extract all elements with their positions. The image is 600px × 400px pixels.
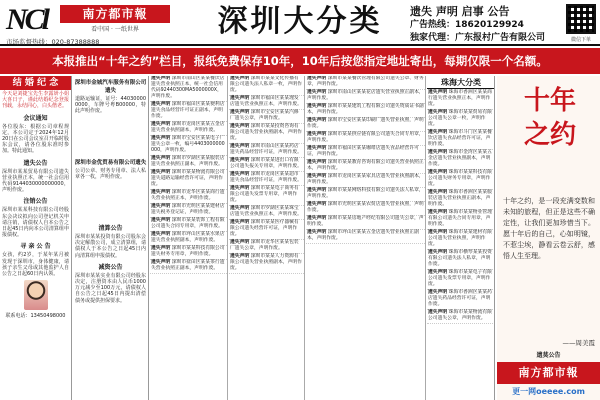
classified-ad-text: 深圳市宝安区某某电子厂遗失公章一枚，编号4403000000000，声明作废。 [151,136,225,153]
notice-title: 遗失公告 [23,159,48,167]
classified-ad-text: 珠海市某某物流有限公司遗失公章，声明作废。 [428,310,492,321]
classified-ad-label: 遗失声明 [307,104,327,109]
classified-ad-item [427,150,495,170]
classified-ad-text: 深圳市某某文化传播有限公司遗失法人私章一枚，声明作废。 [230,76,302,93]
child-photo [24,280,48,310]
exclusive-agent: 独家代理：广东报村广告有限公司 [410,33,546,43]
notice-title: 清算公告 [98,225,123,233]
classified-ad-label: 遗失声明 [307,90,327,95]
classified-ad-item [229,240,304,254]
classified-ad-text: 珠海市香洲区某某药店遗失药品经营许可证，声明作废。 [428,290,492,307]
classified-ad-item [427,190,495,210]
classified-ad-item [150,76,227,102]
classified-ad-item [229,144,304,158]
classified-ad-text: 珠海市某某电子有限公司遗失发票专用章，声明作废。 [428,270,492,287]
classified-ad-label: 遗失声明 [230,76,250,81]
classified-ad-label: 遗失声明 [428,170,448,175]
classified-ad-label: 遗失声明 [428,90,448,95]
classified-ad-text: 珠海市横琴某某投资有限公司遗失法人私章，声明作废。 [428,250,492,267]
classified-ad-item [150,218,227,232]
classified-ad-text: 珠海市某某建材有限公司遗失营业执照，声明作废。 [428,230,492,247]
classified-ad-label: 遗失声明 [428,130,448,135]
classified-column-b [229,76,305,400]
ten-year-title [505,84,595,152]
classified-ad-item [229,206,304,220]
notice-title: 深圳市金优贸易有限公司遗失 [74,159,147,166]
classified-ad-item [306,188,425,202]
classified-ad-text: 深圳市某某物流有限公司遗失道路运输经营许可证，声明作废。 [151,170,225,187]
classified-ad-item [229,220,304,240]
classified-ad-label: 遗失声明 [307,216,327,221]
classified-ad-label: 遗失声明 [230,110,250,115]
classified-ad-text: 深圳市宝安区某某印刷厂遗失营业执照，声明作废。 [307,118,424,129]
classified-ad-label: 遗失声明 [428,230,448,235]
wedding-section-head: 结 婚 纪 念 [0,76,71,90]
classified-ad-item [229,124,304,144]
classified-ad-item [229,158,304,172]
classified-ad-text: 深圳市龙华区某某包装厂遗失公章，声明作废。 [230,240,299,251]
classified-ad-text: 深圳市福田区某某理发店遗失营业执照正本，声明作废。 [230,96,302,107]
classified-ad-label: 遗失声明 [151,170,171,175]
ad-hotline: 广告热线：18620129924 [410,20,524,30]
classified-ad-item [306,202,425,216]
classified-ad-text: 深圳市某某建筑工程有限公司遗失资质证书副本，声明作废。 [307,104,424,115]
classified-ad-text: 深圳市宝安区某某汽修厂遗失公章，声明作废。 [230,110,299,121]
classified-ad-label: 遗失声明 [428,290,448,295]
classified-ad-item [306,174,425,188]
classified-ad-text: 深圳市南山区某某药店遗失药品经营许可证，声明作废。 [230,144,302,155]
classified-ad-text: 深圳市福田区某某便利店遗失食品经营许可证正副本，声明作废。 [151,102,225,119]
notice-contact: 联系电话：13450498000 [5,313,66,320]
classified-ad-label: 遗失声明 [151,190,171,195]
classified-ad-text: 珠海市斗门区某某餐饮店遗失食品经营许可证，声明作废。 [428,130,492,147]
ten-year-title-line1: 十年 [523,86,576,116]
page-title: 深圳大分类 [217,4,383,39]
qr-caption: 微信下单 [570,37,591,43]
classified-ad-text: 珠海市金湾区某某五金店遗失营业执照副本，声明作废。 [428,150,492,167]
classified-ad-label: 遗失声明 [230,172,250,177]
classified-ad-item [306,104,425,118]
logo-mark-text: NCl [6,3,48,36]
classified-ad-text: 深圳市某某电子商务有限公司遗失发票专用章，声明作废。 [230,186,299,203]
classified-ad-item [306,118,425,132]
supervision-hotline: 市场监督热线：020-87388888 [6,38,100,46]
classified-ad-text: 深圳市某某投资咨询有限公司遗失营业执照副本，声明作废。 [230,124,302,141]
classified-ad-label: 遗失声明 [428,150,448,155]
masthead [0,0,600,46]
classified-ad-label: 遗失声明 [151,204,171,209]
classified-ad-item [427,250,495,270]
newspaper-logo-mark [6,4,56,36]
classified-ad-label: 遗失声明 [151,260,171,265]
ten-year-promise-column [497,76,600,400]
classified-ad-text: 深圳市某某人力资源有限公司遗失营业执照副本，声明作废。 [230,254,302,271]
classified-ad-label: 遗失声明 [230,206,250,211]
classified-ad-item [306,76,425,90]
classified-ad-label: 遗失声明 [151,232,171,237]
classified-ad-item [306,160,425,174]
classified-ad-label: 遗失声明 [230,186,250,191]
classified-ad-item [150,246,227,260]
page-body [0,76,600,400]
classified-ad-label: 遗失声明 [230,124,250,129]
notice-body: 女孩，约2岁，于某年某月被发现于深圳市，身体健康，请孩子亲生父母或其他监护人自公告之日起60日内认领。 [2,252,69,278]
column-label: 遗莫公告 [536,352,561,359]
classified-columns [150,76,495,400]
classified-ad-label: 遗失声明 [151,76,171,81]
classified-ad-item [150,102,227,122]
ten-year-signature: ——周美霞 [562,339,595,347]
qr-code-icon[interactable] [566,4,596,34]
classified-ad-label: 遗失声明 [230,240,250,245]
classified-ad-label: 遗失声明 [307,76,327,81]
classified-ad-text: 深圳市某某供应链有限公司遗失合同专用章，声明作废。 [307,132,424,143]
promo-banner: 本报推出“十年之约”栏目，报纸免费保存10年，10年后按您指定地址寄出，每期仅限一个名额。 [0,48,600,74]
classified-ad-item [150,170,227,190]
classified-ad-text: 深圳市某某教育咨询有限公司遗失营业执照正本，声明作废。 [307,160,424,171]
classified-ad-label: 遗失声明 [307,202,327,207]
zhuhai-column [427,76,495,400]
classified-ad-text: 深圳市福田区某某咖啡店遗失食品经营许可证，声明作废。 [307,146,419,157]
classified-ad-item [229,96,304,110]
classified-ad-text: 深圳市罗湖区某某服装店遗失营业执照正副本，声明作废。 [151,156,225,167]
notice-body: 深圳市某某投资有限公司股东会决定解散公司，成立清算组，请债权人于本公告之日起45日内向清算组申报债权。 [75,234,146,259]
classified-ad-text: 深圳市龙岗区某某五金店遗失营业执照副本，声明作废。 [151,122,225,133]
footer-newspaper-logo: 南方都市報 [497,362,600,384]
notice-body: 道路运输证，证号：440300000000，车牌号粤B00000，特此声明作废。 [75,96,146,115]
classified-ad-label: 遗失声明 [428,250,448,255]
classified-ad-label: 遗失声明 [307,174,327,179]
classified-ad-text: 深圳市某某房地产经纪有限公司遗失公章，声明作废。 [307,216,424,227]
classified-ad-item [427,310,495,324]
classified-ad-item [306,216,425,230]
classified-ad-label: 遗失声明 [428,210,448,215]
classified-ad-item [150,260,227,274]
classified-ad-text: 珠海市某某科技有限公司遗失财务专用章，声明作废。 [428,170,492,187]
classified-ad-text: 珠海市香洲区某某商行遗失营业执照正本，声明作废。 [428,90,492,107]
classified-ad-text: 深圳市坪山区某某五金店遗失营业执照正副本，声明作废。 [307,230,419,241]
classified-ad-label: 遗失声明 [151,122,171,127]
classified-ad-label: 遗失声明 [307,188,327,193]
classified-ad-text: 珠海市香洲区某某服装店遗失营业执照正副本，声明作废。 [428,190,492,207]
classified-ad-text: 深圳市龙华区某某商行遗失营业执照正本，声明作废。 [151,190,225,201]
classified-ad-label: 遗失声明 [230,144,250,149]
classified-ad-label: 遗失声明 [428,270,448,275]
ten-year-text: 十年之约，是一段充满变数和未知的旅程，但正是这些不确定性，让我们更加珍惜当下。愿十年后的自己，心如明镜，不惹尘埃，静看云卷云舒，感悟人生至理。 [503,197,595,260]
ten-year-promise-panel [497,76,600,400]
classified-ad-item [427,110,495,130]
classified-ad-item [427,270,495,290]
classified-ad-label: 遗失声明 [230,220,250,225]
ten-year-title-line2: 之约 [523,120,576,150]
classified-ad-text: 深圳市某某网络科技有限公司遗失法人私章，声明作废。 [307,188,424,199]
classified-ad-label: 遗失声明 [230,254,250,259]
classified-ad-text: 深圳市坪山区某某水果店遗失营业执照副本，声明作废。 [151,232,225,243]
classified-ad-text: 深圳市龙岗区某某超市遗失食品经营许可证，声明作废。 [230,172,302,183]
notice-body: 深圳市某某实业有限公司经股东决定，注册资本由人民币1000万元减少至100万元，请债权人自公告之日起45日内提出清偿债务或提供担保要求。 [75,272,146,304]
notice-body: 深圳市某某科技有限公司经股东会决议拟向公司登记机关申请注销，请债权人自本公告之日起45日内向本公司清算组申报债权。 [2,207,69,239]
classified-ad-item [150,136,227,156]
classified-ad-item [150,190,227,204]
notice-body: 各位股东：根据公司章程规定，本公司定于2024年12月20日在公司会议室召开临时股东会议，请各位股东准时参加。特此通知。 [2,123,69,155]
classified-ad-item [306,90,425,104]
classified-ad-label: 遗失声明 [307,230,327,235]
classified-ad-text: 深圳市罗湖区某某珠宝店遗失营业执照正本，声明作废。 [230,206,302,217]
zhuhai-section-head: 珠海大分类 [427,76,495,89]
classified-ad-text: 珠海市某某贸易有限公司遗失公章一枚，声明作废。 [428,110,492,127]
classified-ad-item [229,254,304,274]
classified-ad-item [229,186,304,206]
classified-ad-item [229,172,304,186]
classified-ad-item [306,146,425,160]
classified-ad-item [427,230,495,250]
classified-ad-text: 深圳市盐田区某某茶行遗失营业执照正副本，声明作废。 [151,260,225,271]
column-wedding [0,76,72,400]
masthead-info [410,4,560,45]
classified-ad-label: 遗失声明 [428,310,448,315]
classified-ad-label: 遗失声明 [230,96,250,101]
classified-ad-label: 遗失声明 [151,136,171,141]
classified-ad-label: 遗失声明 [428,190,448,195]
classified-ad-label: 遗失声明 [428,110,448,115]
classified-ad-label: 遗失声明 [307,146,327,151]
classified-ad-item [150,204,227,218]
classified-ad-item [427,90,495,110]
classified-ad-item [427,290,495,310]
column-company-notices [73,76,149,400]
classified-ad-label: 遗失声明 [307,118,327,123]
notice-body: 公司公章、财务专用章、法人私章各一枚，声明作废。 [75,167,146,180]
wedding-intro: 今天是刘捷宝先生李露妍小姐大喜日子，谨此结婚纪念登报刊载，永结同心，白头偕老。 [2,91,69,110]
logo-slogan: 看中国 · 一纸世界 [91,26,139,33]
classified-ad-text: 深圳市某某科技有限公司遗失财务专用章，声明作废。 [151,246,225,257]
classified-column-c [306,76,426,400]
newspaper-logo-name: 南方都市報 [60,5,170,23]
notice-title: 会议通知 [23,114,48,122]
classified-ad-item [427,210,495,230]
classified-ad-text: 深圳市光明区某某建材店遗失税务登记证，声明作废。 [151,204,225,215]
classified-ad-label: 遗失声明 [230,158,250,163]
classified-ad-text: 深圳市南山区某某花店遗失营业执照正副本，声明作废。 [307,90,424,101]
classified-ad-label: 遗失声明 [307,132,327,137]
notice-body: 深圳市某某贸易有限公司遗失营业执照正本，统一社会信用代码9144030000000000，声明作废。 [2,168,69,194]
classified-column-a [150,76,228,400]
classified-ad-text: 深圳市某某医疗器械有限公司遗失经营许可证，声明作废。 [230,220,299,237]
notice-title: 寻 亲 公 告 [20,243,51,251]
classified-ad-item [427,130,495,150]
classified-ad-item [306,132,425,146]
classified-ad-item [229,110,304,124]
classified-ad-item [306,230,425,244]
site-watermark: 更一网oeeee.com [512,387,585,396]
classified-ad-label: 遗失声明 [307,160,327,165]
classified-ad-label: 遗失声明 [151,102,171,107]
notice-title: 减资公告 [98,263,123,271]
classified-ad-item [150,232,227,246]
classified-ad-label: 遗失声明 [151,156,171,161]
notice-title: 注销公告 [23,198,48,206]
classified-ad-text: 深圳市某某进出口有限公司遗失报关专用章，声明作废。 [230,158,302,169]
classified-ad-label: 遗失声明 [151,246,171,251]
notice-types: 遗失 声明 启事 公告 [410,5,510,18]
classified-ad-text: 深圳市光明区某某农贸店遗失营业执照，声明作废。 [307,202,424,213]
classified-ad-label: 遗失声明 [151,218,171,223]
classified-ad-text: 深圳市龙岗区某某家具店遗失营业执照副本，声明作废。 [307,174,424,185]
classified-ad-text: 珠海市某某物业管理有限公司遗失合同专用章，声明作废。 [428,210,492,227]
classified-ad-text: 深圳市南山区某某餐饮店遗失营业执照正本，统一社会信用代码92440300MA5000000X，声明作废。 [151,76,225,99]
classified-ad-text: 深圳市某某餐饮管理有限公司遗失公章、财务章，声明作废。 [307,76,424,87]
classified-ad-item [427,170,495,190]
classified-ad-text: 深圳市某某装饰工程有限公司遗失合同专用章，声明作废。 [151,218,225,229]
zhuhai-ads [427,90,495,324]
notice-title: 深圳市金城汽车服务有限公司遗失 [74,80,147,94]
classified-ad-item [150,156,227,170]
classified-ad-item [229,76,304,96]
classified-ad-item [150,122,227,136]
